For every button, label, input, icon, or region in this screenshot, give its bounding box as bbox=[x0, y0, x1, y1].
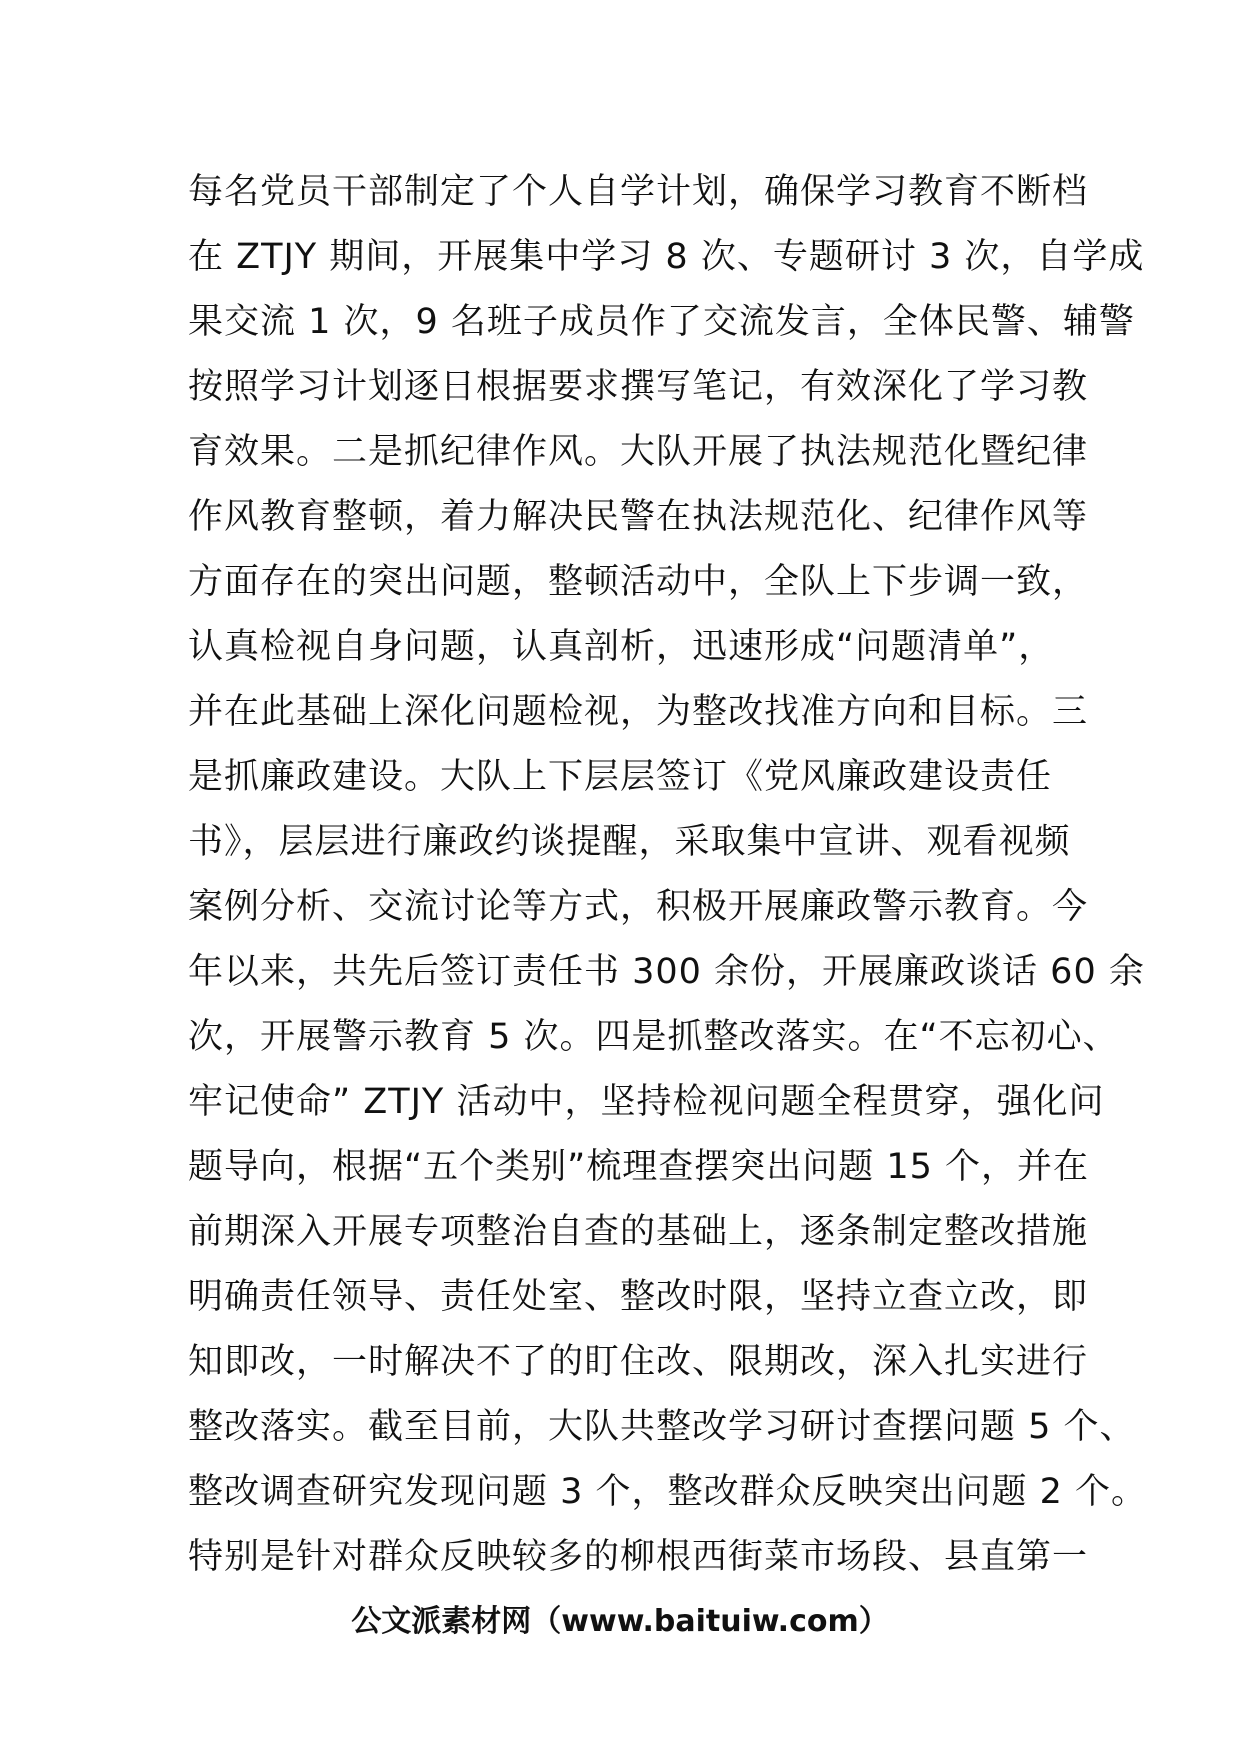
footer-source: 公文派素材网（www.baituiw.com） bbox=[351, 1604, 889, 1639]
text-line: 知即改，一时解决不了的盯住改、限期改，深入扎实进行 bbox=[188, 1342, 1089, 1382]
text-line: 作风教育整顿，着力解决民警在执法规范化、纪律作风等 bbox=[188, 497, 1089, 537]
body-text bbox=[188, 160, 1148, 1590]
text-line: 特别是针对群众反映较多的柳根西街菜市场段、县直第一 bbox=[188, 1537, 1089, 1577]
text-line: 育效果。二是抓纪律作风。大队开展了执法规范化暨纪律 bbox=[188, 432, 1089, 472]
text-line: 并在此基础上深化问题检视，为整改找准方向和目标。三 bbox=[188, 692, 1089, 732]
text-line: 果交流 1 次，9 名班子成员作了交流发言，全体民警、辅警 bbox=[188, 302, 1135, 342]
text-line: 前期深入开展专项整治自查的基础上，逐条制定整改措施 bbox=[188, 1212, 1089, 1252]
text-line: 按照学习计划逐日根据要求撰写笔记，有效深化了学习教 bbox=[188, 367, 1089, 407]
text-line: 书》，层层进行廉政约谈提醒，采取集中宣讲、观看视频 bbox=[188, 822, 1071, 862]
text-line: 是抓廉政建设。大队上下层层签订《党风廉政建设责任 bbox=[188, 757, 1053, 797]
text-line: 每名党员干部制定了个人自学计划，确保学习教育不断档 bbox=[188, 172, 1089, 212]
text-line: 次，开展警示教育 5 次。四是抓整改落实。在“不忘初心、 bbox=[188, 1017, 1119, 1057]
text-line: 整改落实。截至目前，大队共整改学习研讨查摆问题 5 个、 bbox=[188, 1407, 1136, 1447]
text-line: 年以来，共先后签订责任书 300 余份，开展廉政谈话 60 余 bbox=[188, 952, 1145, 992]
text-line: 整改调查研究发现问题 3 个，整改群众反映突出问题 2 个。 bbox=[188, 1472, 1148, 1512]
text-line: 明确责任领导、责任处室、整改时限，坚持立查立改，即 bbox=[188, 1277, 1089, 1317]
text-line: 方面存在的突出问题，整顿活动中，全队上下步调一致， bbox=[188, 562, 1089, 602]
text-line: 认真检视自身问题，认真剖析，迅速形成“问题清单”， bbox=[188, 627, 1055, 667]
text-line: 题导向，根据“五个类别”梳理查摆突出问题 15 个，并在 bbox=[188, 1147, 1090, 1187]
text-line: 牢记使命” ZTJY 活动中，坚持检视问题全程贯穿，强化问 bbox=[188, 1082, 1105, 1122]
text-line: 在 ZTJY 期间，开展集中学习 8 次、专题研讨 3 次，自学成 bbox=[188, 237, 1145, 277]
text-line: 案例分析、交流讨论等方式，积极开展廉政警示教育。今 bbox=[188, 887, 1089, 927]
